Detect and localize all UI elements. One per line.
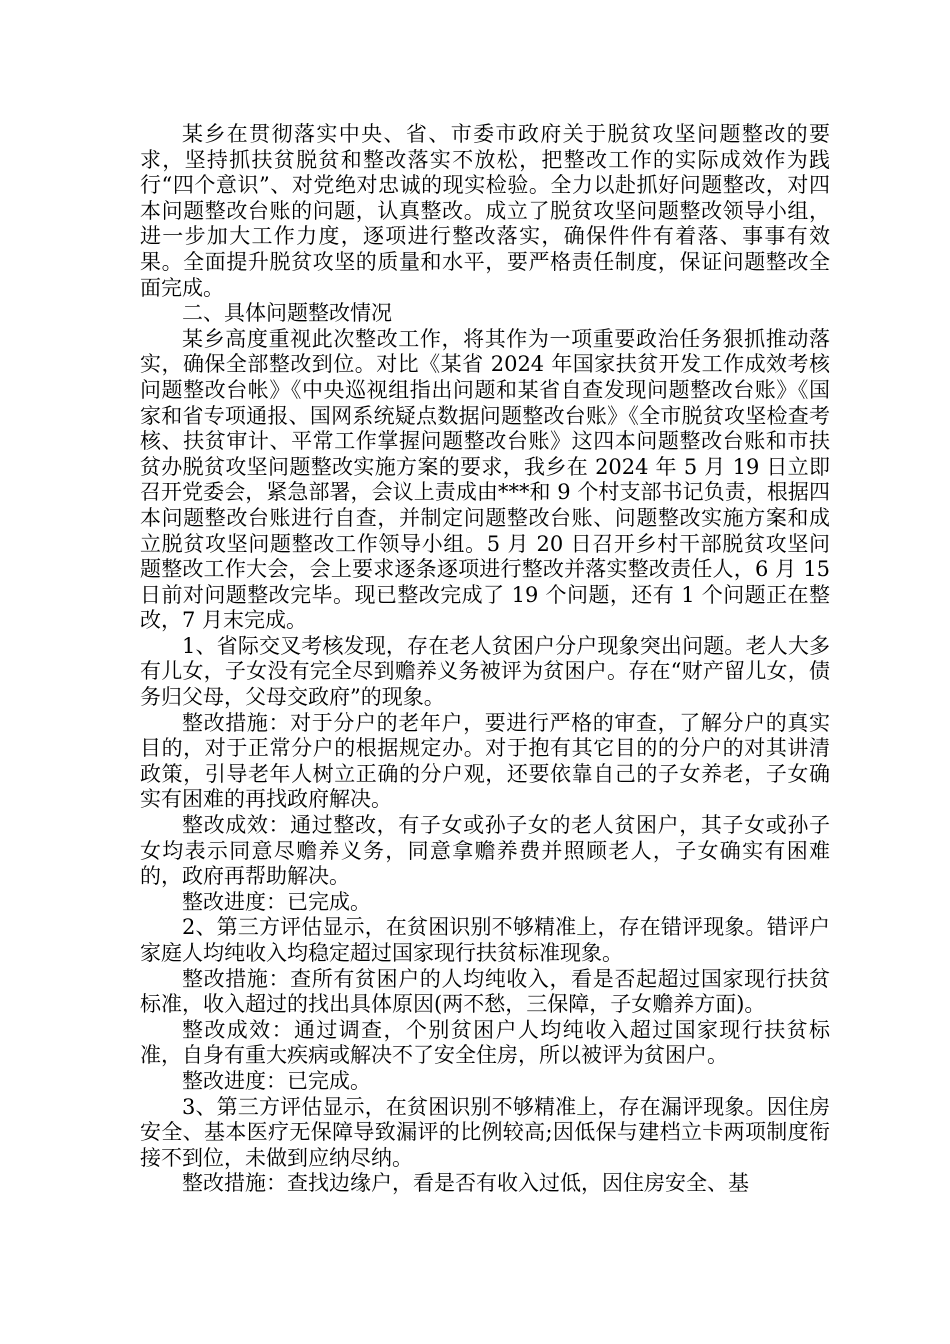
issue-3-measures: 整改措施：查找边缘户，看是否有收入过低，因住房安全、基	[182, 1171, 749, 1196]
issue-2: 2、第三方评估显示，在贫困识别不够精准上，存在错评现象。错评户家庭人均纯收入均稳定超过国家现行扶贫标准现象。	[140, 915, 830, 965]
paragraph-intro: 某乡在贯彻落实中央、省、市委市政府关于脱贫攻坚问题整改的要求，坚持抓扶贫脱贫和整改落实不放松，把整改工作的实际成效作为践行“四个意识”、对党绝对忠诚的现实检验。全力以赴抓好问题整改，对四本问题整改台账的问题，认真整改。成立了脱贫攻坚问题整改领导小组，进一步加大工作力度，逐项进行整改落实，确保件件有着落、事事有效果。全面提升脱贫攻坚的质量和水平，要严格责任制度，保证问题整改全面完成。	[140, 122, 830, 300]
section-heading: 二、具体问题整改情况	[182, 301, 392, 326]
issue-2-measures: 整改措施：查所有贫困户的人均纯收入，看是否起超过国家现行扶贫标准，收入超过的找出具体原因(两不愁，三保障，子女赡养方面)。	[140, 966, 830, 1017]
issue-1-measures: 整改措施：对于分户的老年户，要进行严格的审查，了解分户的真实目的，对于正常分户的根据规定办。对于抱有其它目的的分户的对其讲清政策，引导老年人树立正确的分户观，还要依靠自己的子女养老，子女确实有困难的再找政府解决。	[140, 710, 830, 812]
paragraph-overview: 某乡高度重视此次整改工作，将其作为一项重要政治任务狠抓推动落实，确保全部整改到位。对比《某省 2024 年国家扶贫开发工作成效考核问题整改台帐》《中央巡视组指出问题和某省自查发现问题整改台账》《国家和省专项通报、国网系统疑点数据问题整改台账》《全市脱贫攻坚检查考核、扶贫审计、平常工作掌握问题整改台账》这四本问题整改台账和市扶贫办脱贫攻坚问题整改实施方案的要求，我乡在 2024 年 5 月 19 日立即召开党委会，紧急部署，会议上责成由***和 9 个村支部书记负责，根据四本问题整改台账进行自查，并制定问题整改台账、问题整改实施方案和成立脱贫攻坚问题整改工作领导小组。5 月 20 日召开乡村干部脱贫攻坚问题整改工作大会，会上要求逐条逐项进行整改并落实整改责任人，6 月 15 日前对问题整改完毕。现已整改完成了 19 个问题，还有 1 个问题正在整改，7 月末完成。	[140, 326, 830, 633]
issue-2-progress: 整改进度：已完成。	[182, 1068, 371, 1093]
issue-2-results: 整改成效：通过调查，个别贫困户人均纯收入超过国家现行扶贫标准，自身有重大疾病或解决不了安全住房，所以被评为贫困户。	[140, 1017, 830, 1068]
issue-1: 1、省际交叉考核发现，存在老人贫困户分户现象突出问题。老人大多有儿女，子女没有完全尽到赡养义务被评为贫困户。存在“财产留儿女，债务归父母，父母交政府”的现象。	[140, 633, 830, 710]
document-body	[140, 122, 830, 1197]
issue-1-progress: 整改进度：已完成。	[182, 889, 371, 914]
issue-1-results: 整改成效：通过整改，有子女或孙子女的老人贫困户，其子女或孙子女均表示同意尽赡养义务，同意拿赡养费并照顾老人，子女确实有困难的，政府再帮助解决。	[140, 813, 830, 889]
issue-3: 3、第三方评估显示，在贫困识别不够精准上，存在漏评现象。因住房安全、基本医疗无保障导致漏评的比例较高;因低保与建档立卡两项制度衔接不到位，未做到应纳尽纳。	[140, 1094, 830, 1170]
